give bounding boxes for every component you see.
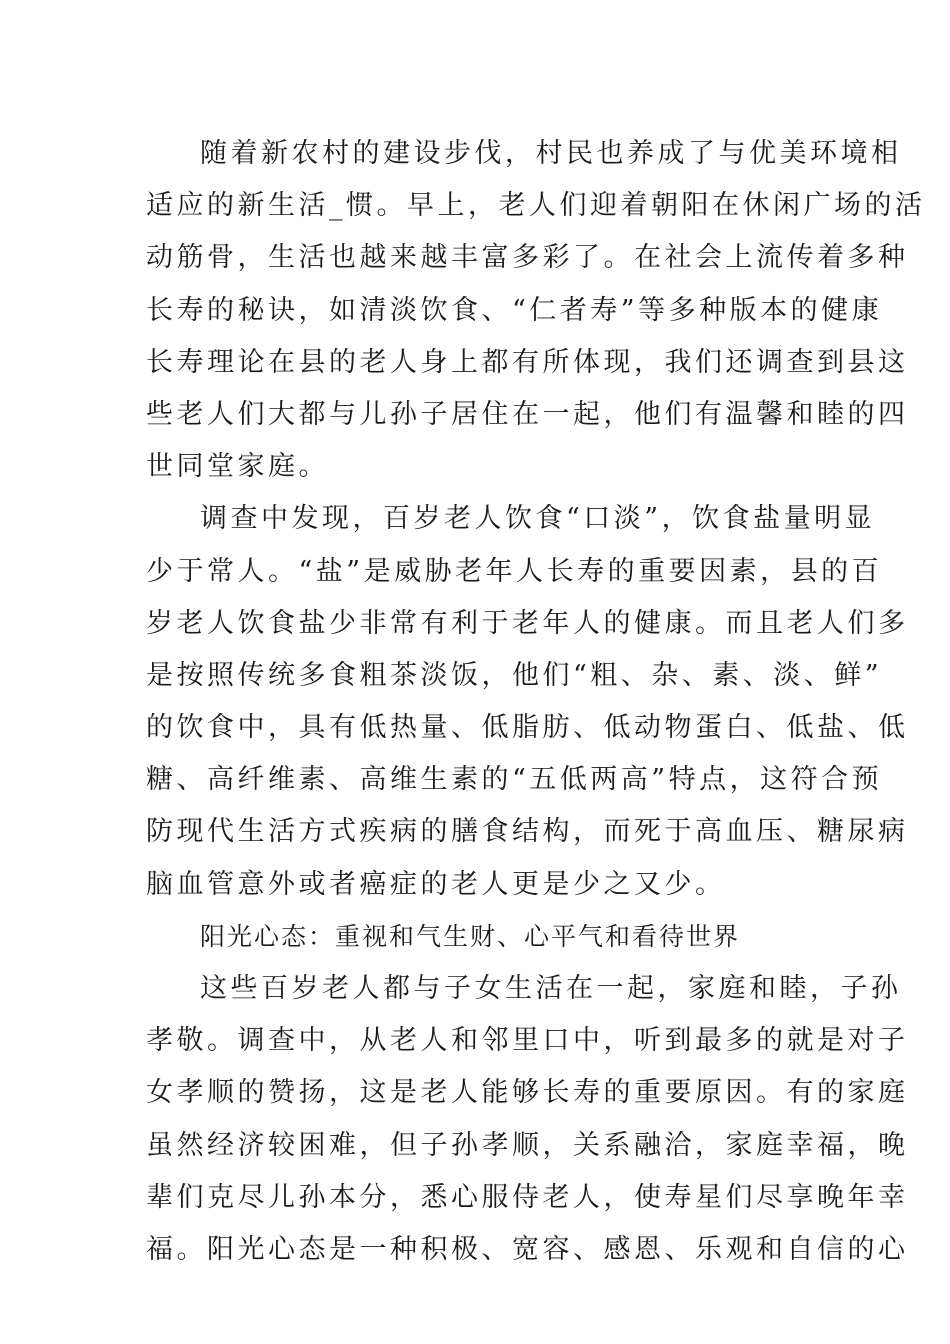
paragraph-line: 长寿理论在县的老人身上都有所体现，我们还调查到县这 — [146, 346, 909, 378]
paragraph-line: 的饮食中，具有低热量、低脂肪、低动物蛋白、低盐、低 — [146, 712, 909, 744]
paragraph-line: 这些百岁老人都与子女生活在一起，家庭和睦，子孙 — [200, 973, 902, 1004]
paragraph-line: 些老人们大都与儿孙子居住在一起，他们有温馨和睦的四 — [146, 398, 909, 430]
paragraph-line: 适应的新生活_惯。早上，老人们迎着朝阳在休闲广场的活 — [146, 190, 926, 222]
section-subheading — [146, 911, 806, 963]
paragraph-family-harmony — [146, 963, 909, 1276]
paragraph-line: 调查中发现，百岁老人饮食“口淡”，饮食盐量明显 — [200, 503, 876, 535]
paragraph-line: 岁老人饮食盐少非常有利于老年人的健康。而且老人们多 — [146, 607, 909, 639]
paragraph-line: 孝敬。调查中，从老人和邻里口中，听到最多的就是对子 — [146, 1025, 909, 1057]
paragraph-line: 长寿的秘诀，如清淡饮食、“仁者寿”等多种版本的健康 — [146, 294, 883, 326]
paragraph-line: 是按照传统多食粗茶淡饭，他们“粗、杂、素、淡、鲜” — [146, 659, 883, 691]
paragraph-line: 少于常人。“盐”是威胁老年人长寿的重要因素，县的百 — [146, 555, 883, 587]
paragraph-new-countryside — [146, 128, 926, 493]
document-body — [146, 128, 926, 1276]
paragraph-line: 动筋骨，生活也越来越丰富多彩了。在社会上流传着多种 — [146, 242, 909, 274]
paragraph-line: 防现代生活方式疾病的膳食结构，而死于高血压、糖尿病 — [146, 816, 909, 848]
paragraph-line: 福。阳光心态是一种积极、宽容、感恩、乐观和自信的心 — [146, 1233, 909, 1265]
paragraph-line: 脑血管意外或者癌症的老人更是少之又少。 — [146, 868, 726, 900]
subheading-text: 阳光心态：重视和气生财、心平气和看待世界 — [200, 921, 741, 951]
paragraph-line: 世同堂家庭。 — [146, 451, 329, 483]
paragraph-line: 女孝顺的赞扬，这是老人能够长寿的重要原因。有的家庭 — [146, 1077, 909, 1109]
paragraph-line: 辈们克尽儿孙本分，悉心服侍老人，使寿星们尽享晚年幸 — [146, 1181, 909, 1213]
paragraph-line: 糖、高纤维素、高维生素的“五低两高”特点，这符合预 — [146, 764, 883, 796]
paragraph-line: 随着新农村的建设步伐，村民也养成了与优美环境相 — [200, 138, 902, 169]
paragraph-line: 虽然经济较困难，但子孙孝顺，关系融洽，家庭幸福，晚 — [146, 1129, 909, 1161]
paragraph-light-diet — [146, 493, 909, 911]
